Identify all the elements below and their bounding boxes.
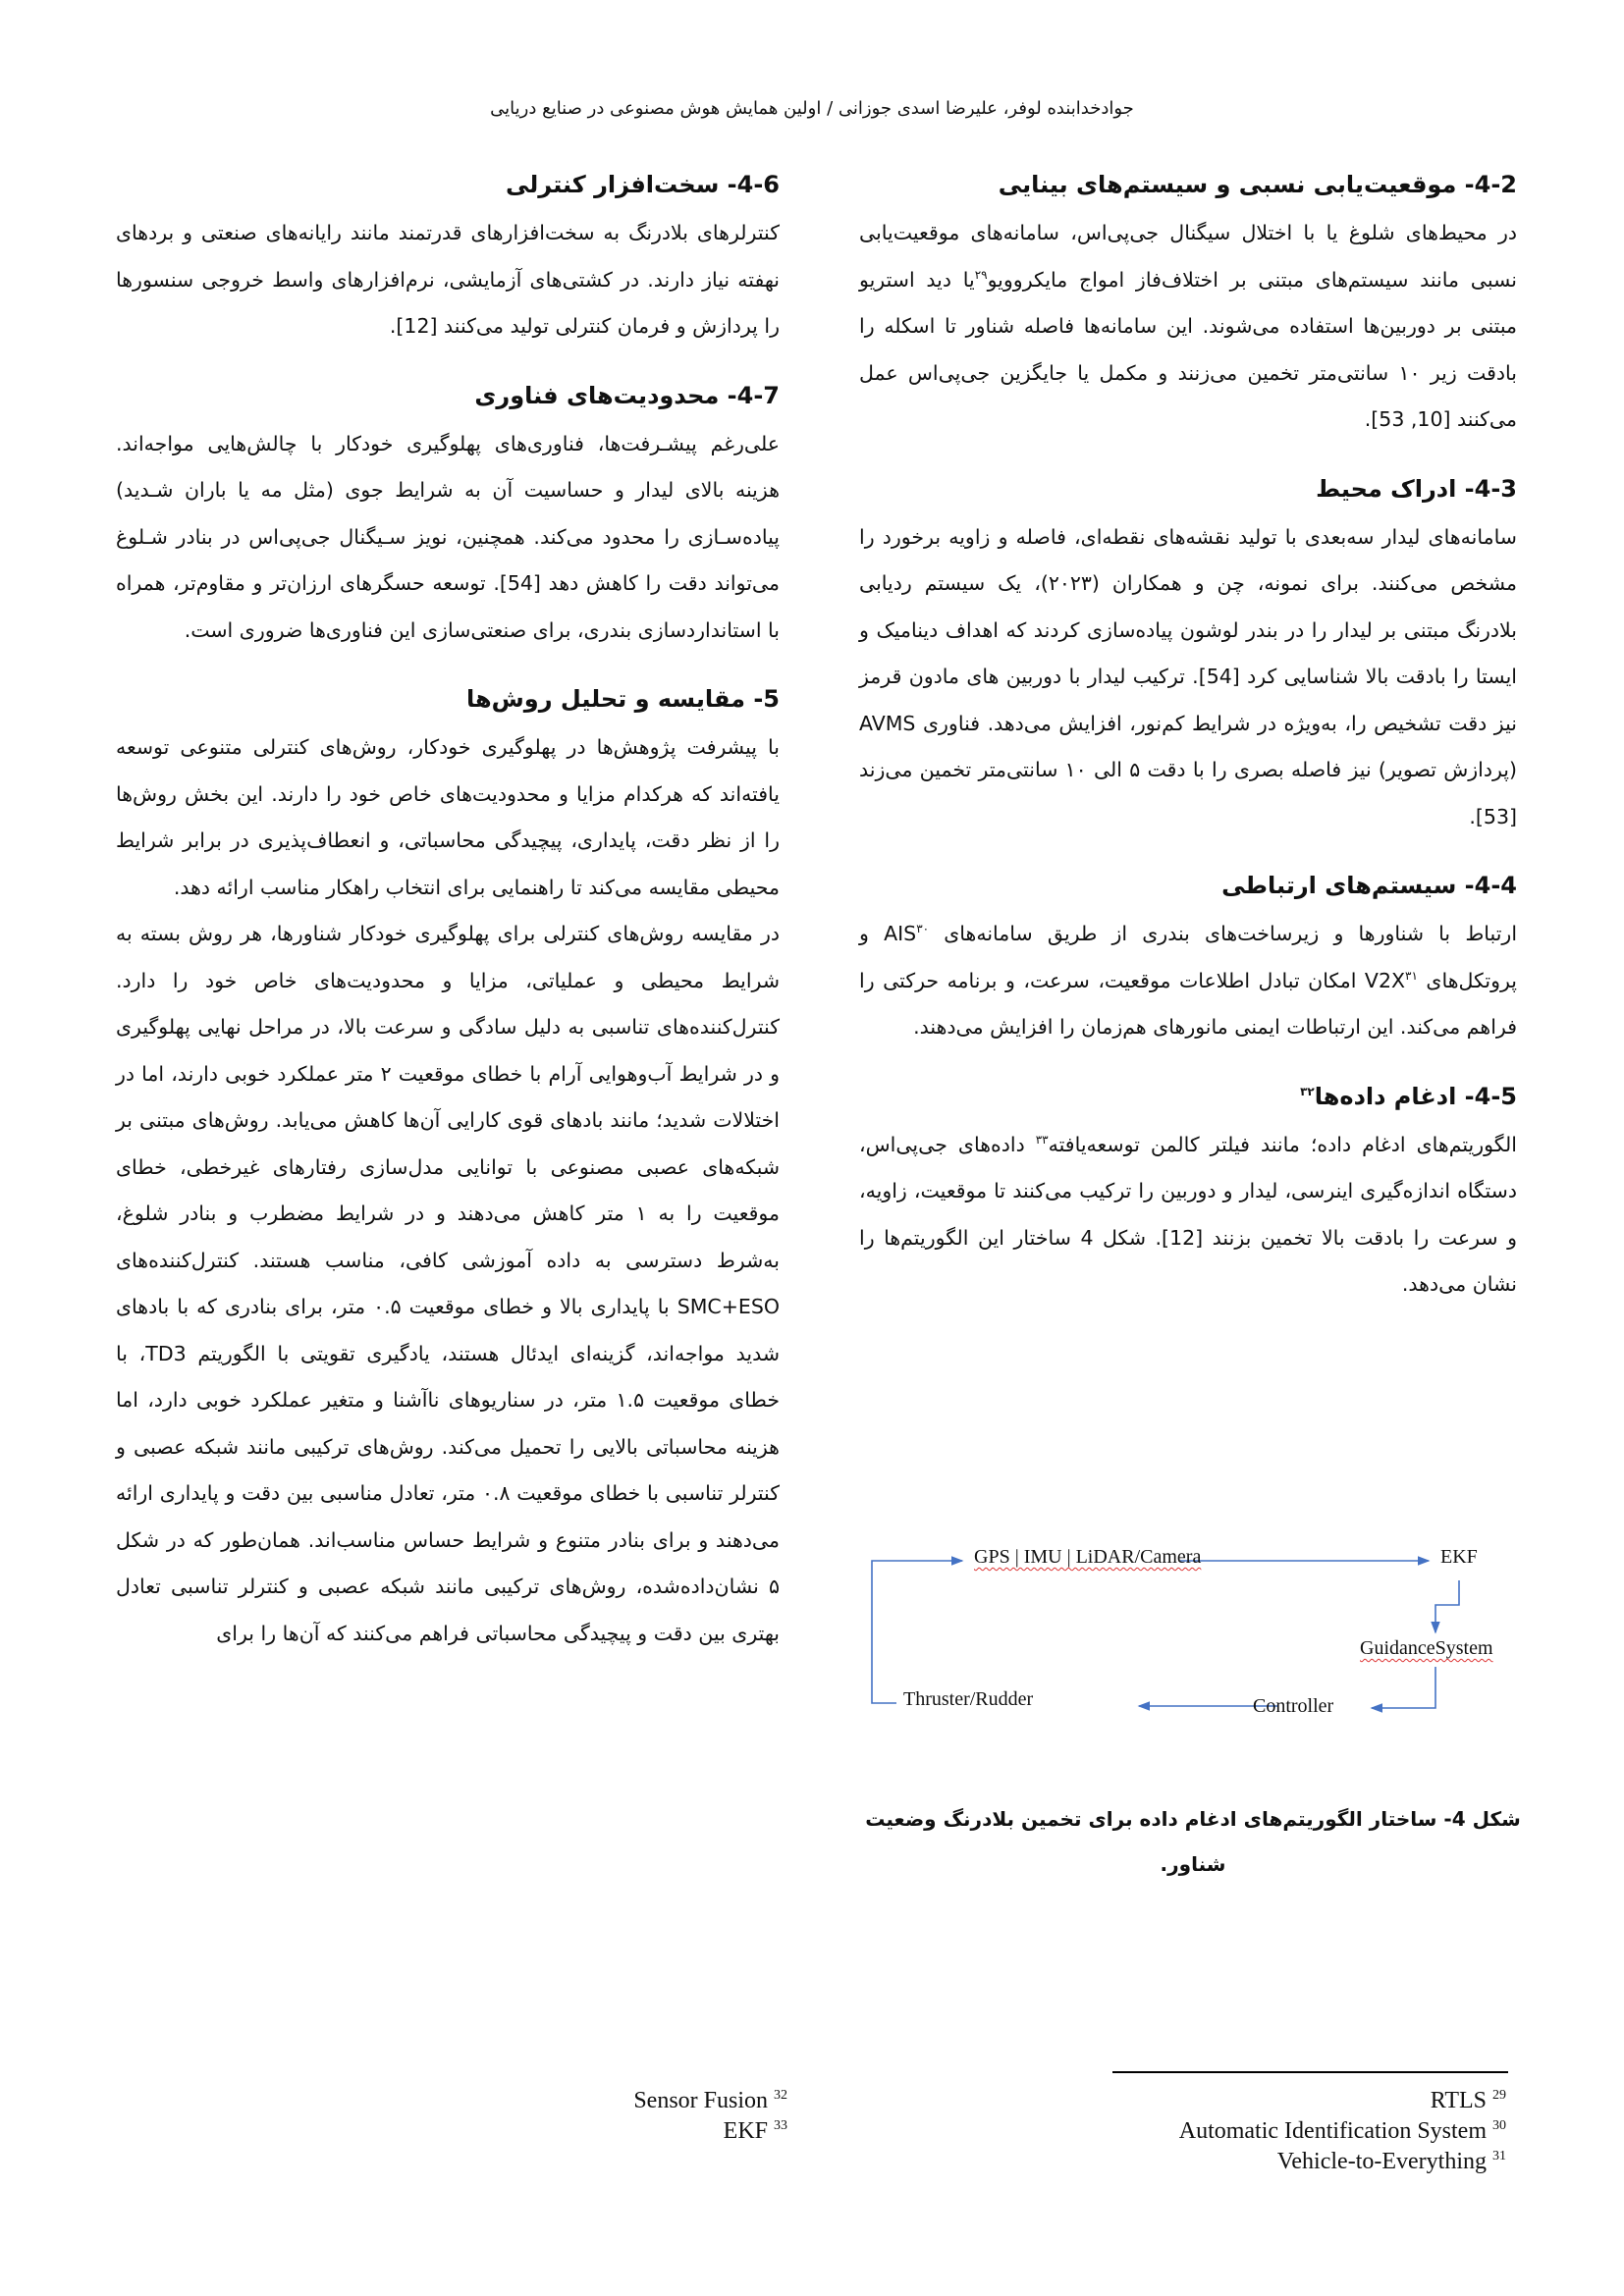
section-heading-4-3: 4-3- ادراک محیط	[1316, 474, 1517, 503]
footnotes-right	[1179, 2086, 1506, 2177]
footnote-separator	[1112, 2071, 1508, 2073]
footnote-number: 29	[1492, 2088, 1506, 2103]
right-column	[859, 165, 1517, 1334]
figure-4-diagram	[864, 1526, 1522, 1762]
footnote-ref-31[interactable]: ۳۱	[1405, 968, 1418, 983]
body-text: داده‌های جی‌پی‌اس، دستگاه اندازه‌گیری اینرسی، لیدار و دوربین را ترکیب می‌کنند تا موقعیت، زاویه، و سرعت را بادقت بالا تخمین بزنند [12]. شکل 4 ساختار این الگوریتم‌ها را نشان می‌دهد.	[859, 1132, 1517, 1296]
section-body-4-2	[859, 210, 1517, 444]
footnote-text: RTLS	[1430, 2088, 1487, 2113]
section-heading-5: 5- مقایسه و تحلیل روش‌ها	[466, 685, 780, 713]
section-body-4-6: کنترلرهای بلادرنگ به سخت‌افزارهای قدرتمند مانند رایانه‌های صنعتی و بردهای نهفته نیاز دارند. در کشتی‌های آزمایشی، نرم‌افزارهای واسط خروجی سنسورها را پردازش و فرمان کنترلی تولید می‌کنند [12].	[116, 221, 780, 338]
body-text: الگوریتم‌های ادغام داده؛ مانند فیلتر کالمن توسعه‌یافته	[1048, 1132, 1517, 1156]
footnote-text: Automatic Identification System	[1178, 2118, 1487, 2144]
section-body-5-comparison: در مقایسه روش‌های کنترلی برای پهلوگیری خودکار شناورها، هر روش بسته به شرایط محیطی و عملیاتی، مزایا و محدودیت‌های خاص خود را دارد. کنترل‌کننده‌های تناسبی به دلیل سادگی و سرعت بالا، در مراحل نهایی پهلوگیری و در شرایط آب‌وهوایی آرام با خطای موقعیت ۲ متر عملکرد خوبی دارند، اما در اختلالات شدید؛ مانند بادهای قوی کارایی آن‌ها کاهش می‌یابد. روش‌های مبتنی بر شبکه‌های عصبی مصنوعی با توانایی مدل‌سازی رفتارهای غیرخطی، خطای موقعیت را به ۱ متر کاهش می‌دهند و در شرایط مضطرب و بنادر شلوغ، به‌شرط دسترسی به داده آموزشی کافی، مناسب هستند. کنترل‌کننده‌های SMC+ESO با پایداری بالا و خطای موقعیت ۰.۵ متر، برای بنادری که با بادهای شدید مواجه‌اند، گزینه‌ای ایدئال هستند، یادگیری تقویتی با الگوریتم TD3، با خطای موقعیت ۱.۵ متر، در سناریوهای ناآشنا و متغیر عملکرد خوبی دارد، اما هزینه محاسباتی بالایی را تحمیل می‌کند. روش‌های ترکیبی مانند شبکه عصبی و کنترلر تناسبی با خطای موقعیت ۰.۸ متر، تعادل مناسبی بین دقت و پایداری ارائه می‌دهند و برای بنادر متنوع و شرایط حساس مناسب‌اند. همان‌طور که در شکل ۵ نشان‌داده‌شده، روش‌های ترکیبی مانند شبکه عصبی و کنترلر تناسبی تعادل بهتری بین دقت و پیچیدگی محاسباتی فراهم می‌کنند که آن‌ها را برای	[116, 922, 781, 1645]
body-text: یا دید استریو مبتنی بر دوربین‌ها استفاده می‌شوند. این سامانه‌ها فاصله شناور تا اسکله را بادقت زیر ۱۰ سانتی‌متر تخمین می‌زنند و مکمل یا جایگزین جی‌پی‌اس عمل می‌کنند [10, 53].	[859, 267, 1517, 431]
footnote-text: Sensor Fusion	[633, 2088, 768, 2113]
footnote-text: EKF	[723, 2118, 768, 2144]
footnote-number: 33	[774, 2118, 787, 2133]
footnote-number: 30	[1492, 2118, 1506, 2133]
running-header: جوادخدابنده لوفر، علیرضا اسدی جوزانی / اولین همایش هوش مصنوعی در صنایع دریایی	[490, 98, 1134, 119]
footnote-29	[1179, 2086, 1506, 2116]
section-body-4-3: سامانه‌های لیدار سه‌بعدی با تولید نقشه‌های نقطه‌ای، فاصله و زاویه برخورد را مشخص می‌کنند. برای نمونه، چن و همکاران (۲۰۲۳)، یک سیستم ردیابی بلادرنگ مبتنی بر لیدار را در بندر لوشون پیاده‌سازی کردند که اهداف دینامیک و ایستا را بادقت بالا شناسایی کرد [54]. ترکیب لیدار با دوربین های مادون قرمز نیز دقت تشخیص را، به‌ویژه در شرایط کم‌نور، افزایش می‌دهد. فناوری AVMS (پردازش تصویر) نیز فاصله بصری را با دقت ۵ الی ۱۰ سانتی‌متر تخمین می‌زند [53].	[859, 524, 1518, 828]
figure-4-caption: شکل 4- ساختار الگوریتم‌های ادغام داده برای تخمین بلادرنگ وضعیت شناور.	[865, 1807, 1521, 1876]
node-guidance-system	[1360, 1637, 1493, 1660]
section-heading-4-2: 4-2- موقعیت‌یابی نسبی و سیستم‌های بینایی	[998, 171, 1517, 198]
node-ekf: EKF	[1440, 1546, 1478, 1568]
footnote-text: Vehicle-to-Everything	[1276, 2149, 1487, 2174]
body-text: و پروتکل‌های V2X	[859, 922, 1517, 992]
footnote-number: 31	[1492, 2149, 1506, 2163]
section-body-5-intro: با پیشرفت پژوهش‌ها در پهلوگیری خودکار، روش‌های کنترلی متنوعی توسعه یافته‌اند که هرکدام مزایا و محدودیت‌های خاص خود را دارند. این بخش روش‌ها را از نظر دقت، پایداری، پیچیدگی محاسباتی، و انعطاف‌پذیری در برابر شرایط محیطی مقایسه می‌کند تا راهنمایی برای انتخاب راهکار مناسب ارائه دهد.	[116, 735, 780, 899]
heading-text: 4-5- ادغام داده‌ها	[1314, 1082, 1517, 1110]
body-text: ارتباط با شناورها و زیرساخت‌های بندری از طریق سامانه‌های AIS	[884, 922, 1518, 945]
section-heading-4-7: 4-7- محدودیت‌های فناوری	[474, 381, 780, 409]
node-sensors	[974, 1546, 1201, 1569]
node-controller: Controller	[1253, 1695, 1334, 1717]
node-guidance-label: GuidanceSystem	[1360, 1637, 1493, 1659]
section-body-4-4	[859, 911, 1517, 1051]
left-column	[116, 165, 780, 1682]
footnote-31	[1179, 2147, 1506, 2177]
node-sensors-label: GPS | IMU | LiDAR/Camera	[974, 1546, 1202, 1568]
section-heading-4-5	[859, 1077, 1517, 1116]
section-body-4-7: علی‌رغم پیشـرفت‌ها، فناوری‌های پهلوگیری خودکار با چالش‌هایی مواجه‌اند. هزینه بالای لیدار و حساسیت آن به شرایط جوی (مثل مه یا باران شـدید) پیاده‌سـازی را محدود می‌کند. همچنین، نویز سـیگنال جی‌پی‌اس در بنادر شـلوغ می‌تواند دقت را کاهش دهد [54]. توسعه حسگرهای ارزان‌تر و مقاوم‌تر، همراه با استانداردسازی بندری، برای صنعتی‌سازی این فناوری‌ها ضروری است.	[116, 431, 780, 642]
footnote-ref-29[interactable]: ۲۹	[974, 267, 988, 282]
node-thruster-rudder: Thruster/Rudder	[903, 1688, 1034, 1710]
section-heading-4-6: 4-6- سخت‌افزار کنترلی	[505, 171, 780, 198]
body-text: امکان تبادل اطلاعات موقعیت، سرعت، و برنامه حرکتی را فراهم می‌کند. این ارتباطات ایمنی مانورهای هم‌زمان را افزایش می‌دهند.	[859, 968, 1517, 1039]
footnote-number: 32	[774, 2088, 787, 2103]
footnote-ref-32[interactable]: ۳۲	[1300, 1084, 1315, 1098]
footnote-33	[530, 2116, 787, 2147]
footnote-ref-30[interactable]: ۳۰	[916, 922, 930, 936]
footnote-ref-33[interactable]: ۳۳	[1035, 1132, 1049, 1147]
body-text: در محیط‌های شلوغ یا با اختلال سیگنال جی‌پی‌اس، سامانه‌های موقعیت‌یابی نسبی مانند سیستم‌های مبتنی بر اختلاف‌فاز امواج مایکروویو	[859, 221, 1517, 292]
footnotes-left	[530, 2086, 787, 2147]
section-heading-4-4: 4-4- سیستم‌های ارتباطی	[1221, 872, 1517, 899]
footnote-32	[530, 2086, 787, 2116]
section-body-4-5	[859, 1122, 1517, 1308]
footnote-30	[1179, 2116, 1506, 2147]
